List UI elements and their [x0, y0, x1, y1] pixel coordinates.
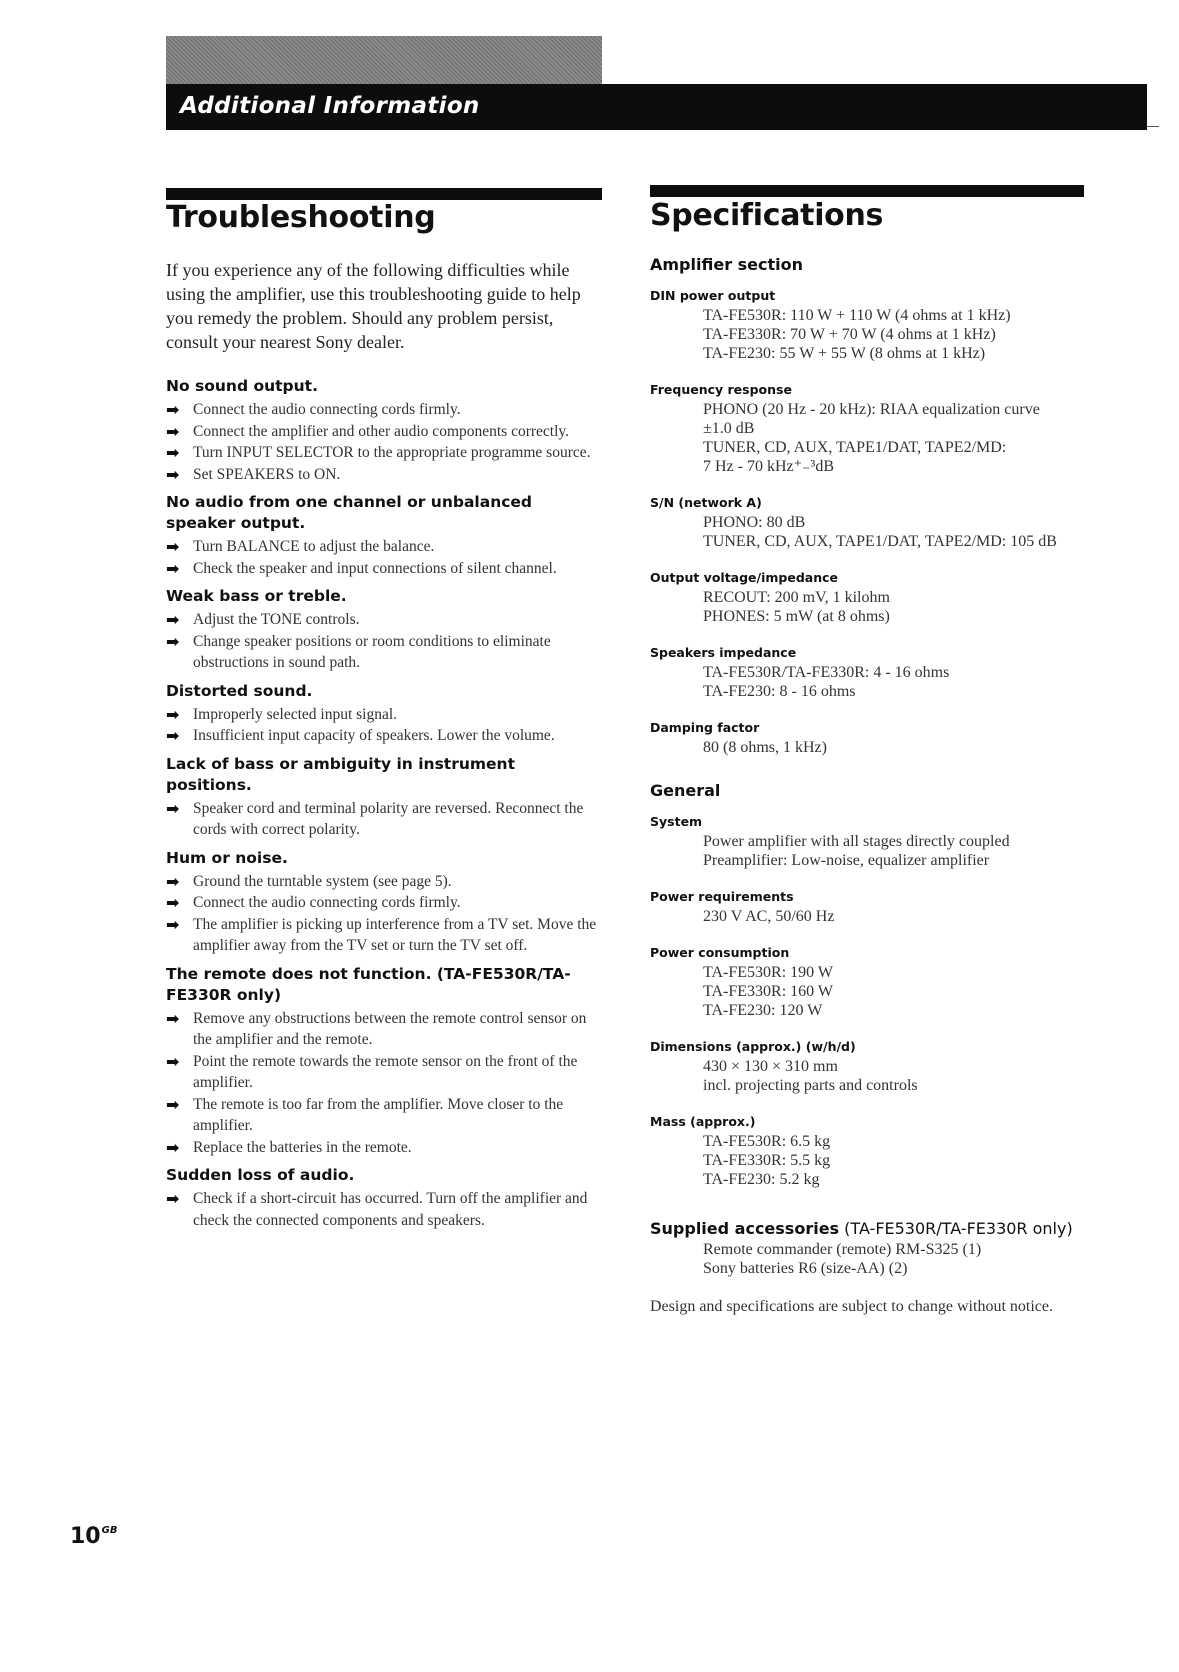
remedy-item [166, 442, 606, 464]
remedy-text: Speaker cord and terminal polarity are reversed. Reconnect the cords with correct polarity. [193, 799, 584, 838]
remedy-text: Turn BALANCE to adjust the balance. [193, 538, 435, 555]
remedy-item [166, 1051, 606, 1094]
problem-title: No sound output. [166, 377, 318, 395]
spec-label: Speakers impedance [650, 645, 797, 660]
remedy-item [166, 464, 606, 486]
spec-item [650, 944, 1100, 1020]
arrow-icon: ➡ [166, 1189, 180, 1208]
arrow-icon: ➡ [166, 443, 180, 462]
spec-value: TUNER, CD, AUX, TAPE1/DAT, TAPE2/MD: 105 dB [703, 533, 1057, 550]
arrow-icon: ➡ [166, 464, 180, 484]
spec-label: Power requirements [650, 889, 794, 904]
spec-item [650, 888, 1100, 926]
spec-value: TA-FE530R: 110 W + 110 W (4 ohms at 1 kHz) [703, 307, 1011, 324]
spec-value: TA-FE330R: 160 W [703, 983, 833, 1000]
remedy-item [166, 609, 606, 631]
page-number-value: 10 [70, 1524, 101, 1549]
remedy-text: Ground the turntable system (see page 5). [193, 872, 452, 890]
remedy-text: Insufficient input capacity of speakers. Lower the volume. [193, 727, 555, 744]
remedy-item [166, 1137, 606, 1159]
remedy-item [166, 536, 606, 558]
spec-value: PHONO: 80 dB [703, 514, 806, 531]
remedy-text: Improperly selected input signal. [193, 705, 398, 723]
section-header-title: Additional Information [180, 93, 480, 119]
remedy-text: Turn INPUT SELECTOR to the appropriate programme source. [193, 444, 591, 461]
arrow-icon: ➡ [166, 798, 180, 818]
remedy-text: The amplifier is picking up interference from a TV set. Move the amplifier away from the TV set or turn the TV set off. [193, 915, 597, 954]
arrow-icon: ➡ [166, 914, 180, 934]
spec-value: PHONO (20 Hz - 20 kHz): RIAA equalization curve [703, 401, 1040, 418]
spec-value: 80 (8 ohms, 1 kHz) [703, 739, 827, 756]
problem-item [166, 1165, 606, 1231]
spec-item [650, 494, 1100, 551]
spec-label: System [650, 814, 703, 829]
problem-item [166, 848, 606, 957]
spec-item [650, 1038, 1100, 1095]
remedy-item [166, 871, 606, 893]
remedy-text: Connect the audio connecting cords firmly. [193, 894, 461, 911]
spec-value: PHONES: 5 mW (at 8 ohms) [703, 608, 890, 625]
remedy-text: Adjust the TONE controls. [193, 611, 360, 628]
remedy-item [166, 558, 606, 580]
accessories-label: Supplied accessories [650, 1219, 840, 1238]
remedy-text: Check the speaker and input connections of silent channel. [193, 559, 557, 577]
remedy-text: Replace the batteries in the remote. [193, 1138, 412, 1156]
arrow-icon: ➡ [166, 893, 180, 912]
arrow-icon: ➡ [166, 1051, 180, 1071]
accessory-item: Remote commander (remote) RM-S325 (1) [703, 1241, 982, 1258]
arrow-icon: ➡ [166, 871, 180, 891]
remedy-item [166, 798, 606, 841]
spec-value: incl. projecting parts and controls [703, 1077, 918, 1094]
arrow-icon: ➡ [166, 610, 180, 629]
spec-value: TA-FE530R: 190 W [703, 964, 833, 981]
remedy-item [166, 704, 606, 726]
spec-value: TUNER, CD, AUX, TAPE1/DAT, TAPE2/MD: [703, 439, 1007, 456]
remedy-item [166, 1188, 606, 1231]
problem-item [166, 681, 606, 747]
general-spec-list [650, 813, 1100, 1189]
remedy-item [166, 914, 606, 957]
remedy-item [166, 421, 606, 443]
spec-label: Output voltage/impedance [650, 570, 839, 585]
remedy-item [166, 1094, 606, 1137]
arrow-icon: ➡ [166, 421, 180, 441]
specifications-rule [650, 185, 1084, 197]
spec-value: RECOUT: 200 mV, 1 kilohm [703, 589, 890, 606]
spec-value: 7 Hz - 70 kHz⁺₋³dB [703, 458, 834, 475]
remedy-item [166, 399, 606, 421]
problem-title: Sudden loss of audio. [166, 1166, 355, 1184]
spec-value: Power amplifier with all stages directly coupled [703, 833, 1010, 850]
problem-item [166, 376, 606, 485]
arrow-icon: ➡ [166, 400, 180, 419]
page-number-suffix: GB [101, 1525, 118, 1536]
spec-value: TA-FE230: 5.2 kg [703, 1171, 820, 1188]
arrow-icon: ➡ [166, 726, 180, 745]
spec-value: TA-FE230: 120 W [703, 1002, 823, 1019]
amplifier-section-heading: Amplifier section [650, 255, 804, 274]
problem-item [166, 964, 606, 1159]
arrow-icon: ➡ [166, 631, 180, 651]
remedy-item [166, 892, 606, 914]
troubleshooting-title: Troubleshooting [166, 200, 436, 235]
spec-label: Power consumption [650, 945, 790, 960]
accessory-item: Sony batteries R6 (size-AA) (2) [703, 1260, 908, 1277]
spec-label: Dimensions (approx.) (w/h/d) [650, 1039, 856, 1054]
spec-value: TA-FE330R: 70 W + 70 W (4 ohms at 1 kHz) [703, 326, 996, 343]
spec-label: Frequency response [650, 382, 792, 397]
spec-item [650, 287, 1100, 363]
remedy-text: Point the remote towards the remote sensor on the front of the amplifier. [193, 1052, 578, 1091]
specifications-note: Design and specifications are subject to change without notice. [650, 1298, 1053, 1315]
arrow-icon: ➡ [166, 704, 180, 724]
problem-title: The remote does not function. (TA-FE530R/TA-FE330R only) [166, 964, 571, 1004]
arrow-icon: ➡ [166, 558, 180, 578]
remedy-text: Change speaker positions or room conditions to eliminate obstructions in sound path. [193, 632, 551, 671]
problem-item [166, 492, 606, 579]
problem-title: Weak bass or treble. [166, 587, 347, 605]
arrow-icon: ➡ [166, 1094, 180, 1114]
spec-item [650, 813, 1100, 870]
arrow-icon: ➡ [166, 1008, 180, 1028]
problem-item [166, 754, 606, 841]
spec-value: TA-FE330R: 5.5 kg [703, 1152, 831, 1169]
problem-title: Lack of bass or ambiguity in instrument positions. [166, 754, 515, 794]
general-section-heading: General [650, 781, 721, 800]
problem-title: Distorted sound. [166, 681, 313, 700]
spec-label: S/N (network A) [650, 495, 762, 510]
spec-item [650, 644, 1100, 701]
spec-item [650, 569, 1100, 626]
spec-value: Preamplifier: Low-noise, equalizer amplifier [703, 852, 990, 869]
spec-value: 430 × 130 × 310 mm [703, 1058, 838, 1075]
supplied-accessories [650, 1219, 1100, 1278]
specifications-column [650, 255, 1100, 1318]
spec-item [650, 1113, 1100, 1189]
remedy-text: Set SPEAKERS to ON. [193, 465, 341, 483]
problem-list [166, 376, 606, 1231]
troubleshooting-column [166, 258, 606, 1238]
spec-label: Mass (approx.) [650, 1114, 756, 1129]
specifications-title: Specifications [650, 198, 884, 233]
problem-title: Hum or noise. [166, 848, 288, 867]
remedy-text: Connect the audio connecting cords firmly. [193, 401, 461, 418]
header-texture [166, 36, 602, 88]
remedy-item [166, 1008, 606, 1051]
spec-value: TA-FE230: 55 W + 55 W (8 ohms at 1 kHz) [703, 345, 986, 362]
problem-item [166, 586, 606, 674]
spec-value: TA-FE530R: 6.5 kg [703, 1133, 831, 1150]
remedy-text: Remove any obstructions between the remote control sensor on the amplifier and the remote. [193, 1009, 587, 1048]
arrow-icon: ➡ [166, 1137, 180, 1157]
spec-label: DIN power output [650, 288, 776, 303]
remedy-text: The remote is too far from the amplifier. Move closer to the amplifier. [193, 1095, 564, 1134]
troubleshooting-rule [166, 188, 602, 200]
spec-value: ±1.0 dB [703, 420, 755, 437]
spec-item [650, 719, 1100, 757]
spec-value: TA-FE530R/TA-FE330R: 4 - 16 ohms [703, 664, 950, 681]
accessories-models: (TA-FE530R/TA-FE330R only) [844, 1219, 1073, 1238]
remedy-text: Check if a short-circuit has occurred. Turn off the amplifier and check the connected components and speakers. [193, 1190, 588, 1229]
amplifier-spec-list [650, 287, 1100, 757]
accessories-title [650, 1219, 1100, 1238]
header-tick-mark [1147, 126, 1159, 127]
accessories-list [650, 1240, 1100, 1278]
spec-value: TA-FE230: 8 - 16 ohms [703, 683, 856, 700]
problem-title: No audio from one channel or unbalanced speaker output. [166, 493, 533, 532]
remedy-item [166, 725, 606, 747]
spec-label: Damping factor [650, 720, 760, 735]
troubleshooting-intro: If you experience any of the following difficulties while using the amplifier, use this troubleshooting guide to help you remedy the problem. Should any problem persist, consult your nearest Sony dealer. [166, 260, 581, 352]
page-number [70, 1524, 117, 1549]
remedy-text: Connect the amplifier and other audio components correctly. [193, 422, 570, 440]
remedy-item [166, 631, 606, 674]
spec-value: 230 V AC, 50/60 Hz [703, 908, 835, 925]
spec-item [650, 381, 1100, 476]
arrow-icon: ➡ [166, 537, 180, 556]
